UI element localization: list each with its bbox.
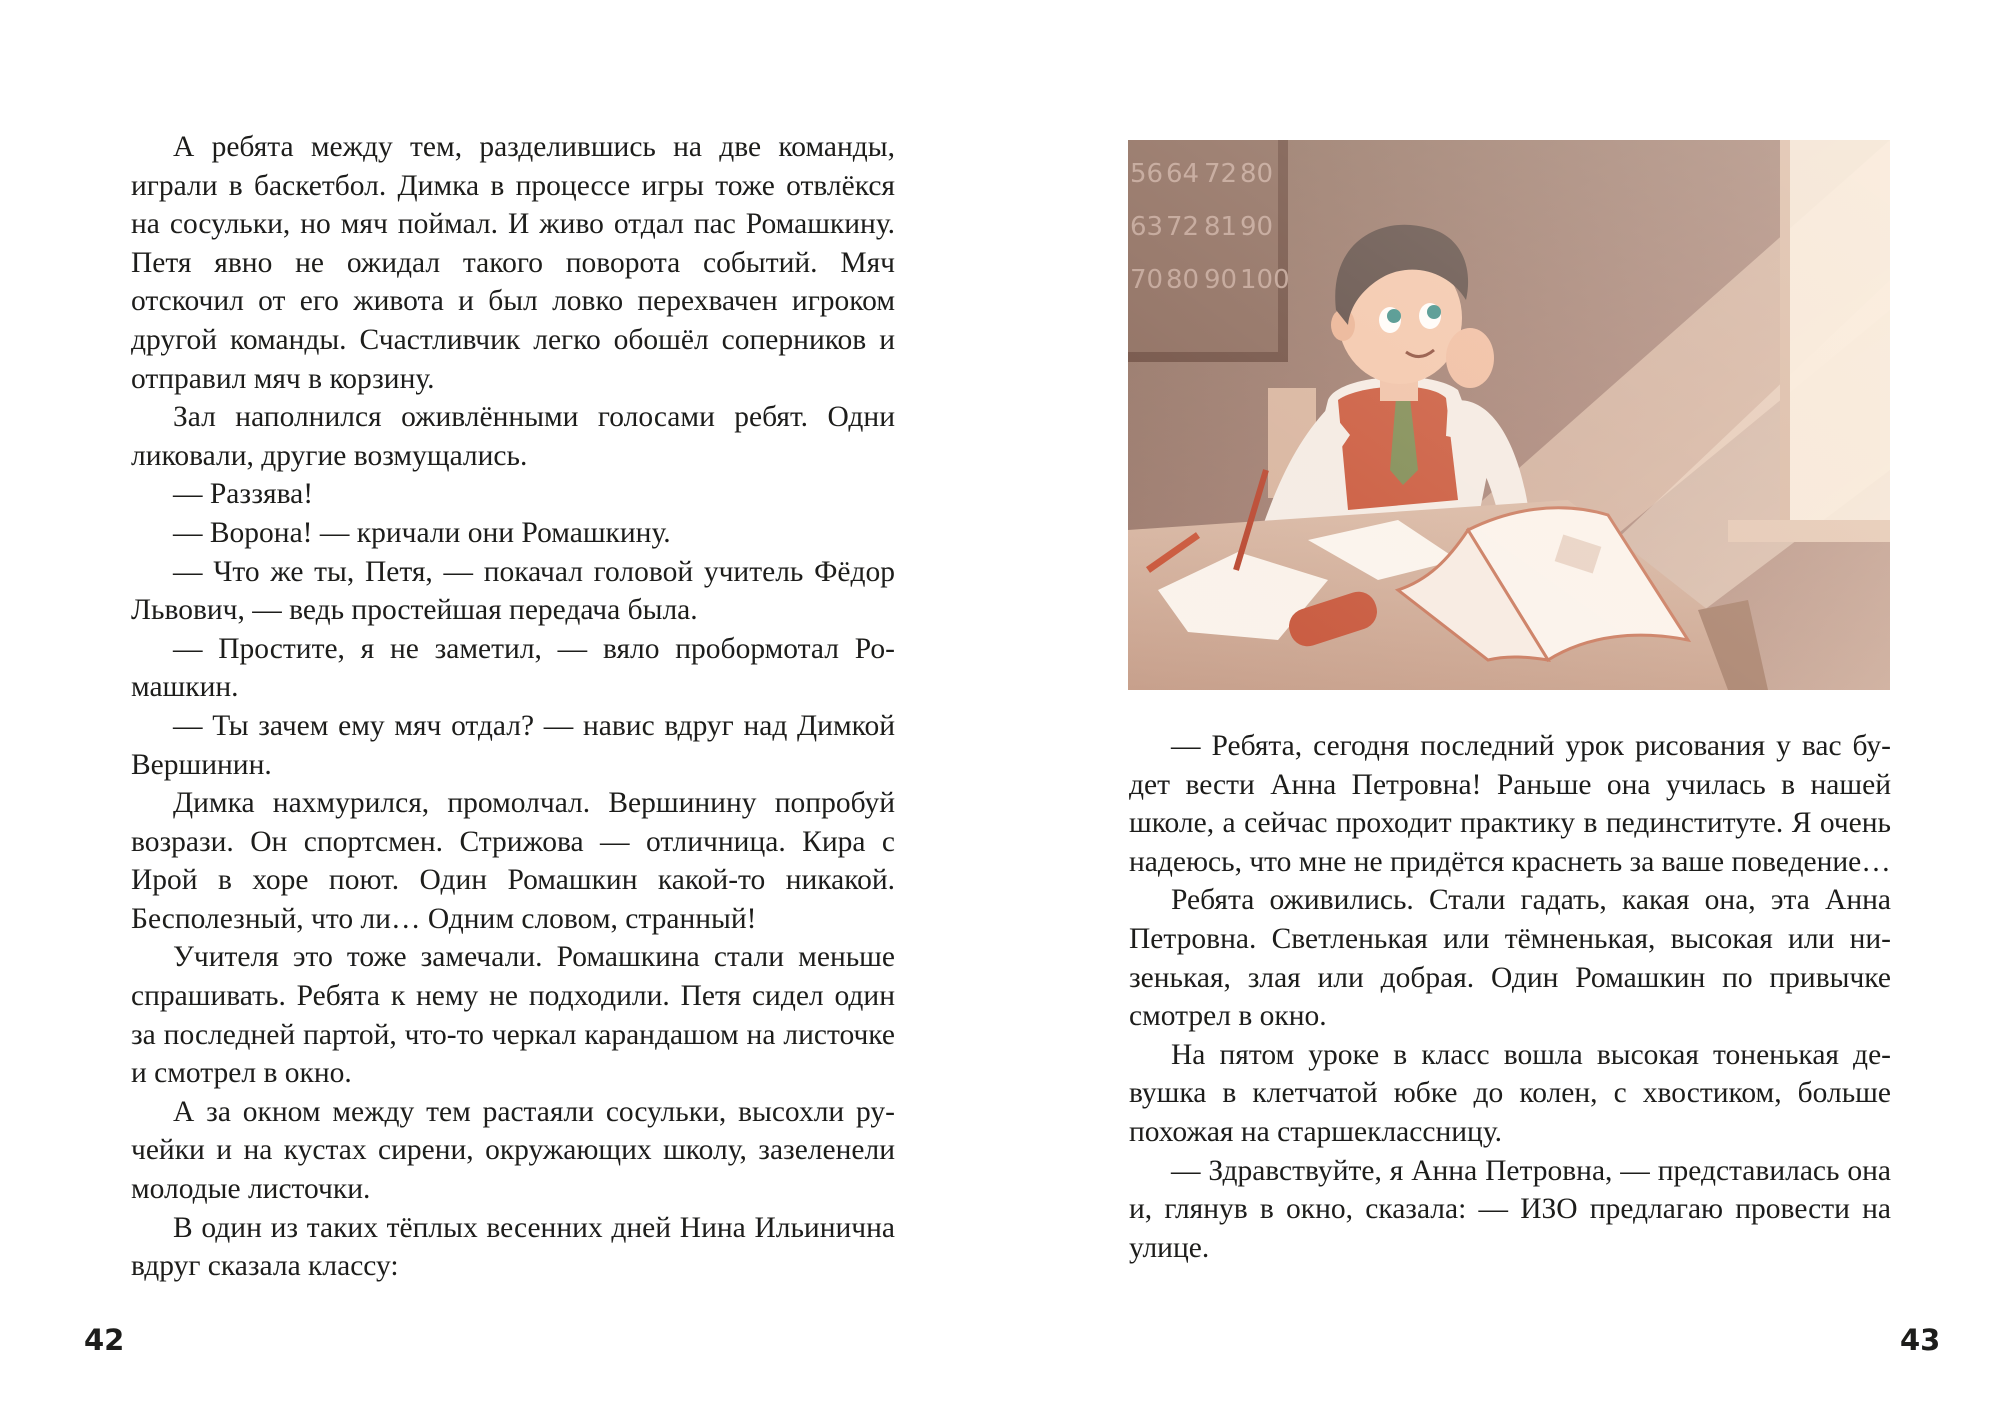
paragraph: — Простите, я не заметил, — вяло пробормотал Ромашкин. (131, 632, 895, 704)
page-number-right: 43 (1900, 1323, 1941, 1357)
boy-at-desk-image (1128, 140, 1890, 690)
board-number: 63 (1130, 212, 1164, 242)
board-number: 90 (1204, 265, 1238, 295)
page-number-left: 42 (84, 1323, 125, 1357)
board-number: 80 (1240, 159, 1274, 189)
paragraph: Димка нахмурился, промолчал. Вершинину попробуй возрази. Он спортсмен. Стрижова — отличница. Кира с Ирой в хоре поют. Один Ромашкин какой-то никакой. Бесполезный, что ли… Одним словом, странный! (131, 787, 895, 935)
paragraph: — Что же ты, Петя, — покачал головой учитель Фёдор Львович, — ведь простейшая передача была. (131, 555, 895, 627)
paragraph: — Раззява! (173, 478, 314, 511)
paragraph: Учителя это тоже замечали. Ромашкина стали меньше спрашивать. Ребята к нему не подходили. Петя сидел один за последней партой, что-то черкал карандашом на листочке и смотрел в окно. (131, 941, 895, 1090)
paragraph: На пятом уроке в класс вошла высокая тоненькая девушка в клетчатой юбке до колен, с хвостиком, больше похожая на старшеклассницу. (1129, 1038, 1891, 1148)
paragraph: Ребята оживились. Стали гадать, какая она, эта Анна Петровна. Светленькая или тёмненькая, высокая или низенькая, злая или добрая. Один Ромашкин по привычке смотрел в окно. (1129, 884, 1891, 1033)
board-number: 70 (1130, 265, 1164, 295)
paragraph: А за окном между тем растаяли сосульки, высохли ручейки и на кустах сирени, окружающих школу, зазеленели молодые листочки. (131, 1095, 895, 1206)
classroom-illustration (1128, 140, 1890, 690)
left-page-text (131, 128, 895, 1286)
paragraph: — Здравствуйте, я Анна Петровна, — представилась она и, глянув в окно, сказала: — ИЗО предлагаю провести на улице. (1129, 1154, 1891, 1264)
paragraph: — Ребята, сегодня последний урок рисования у вас будет вести Анна Петровна! Раньше она училась в нашей школе, а сейчас проходит практику в пединституте. Я очень надеюсь, что мне не придётся краснеть за ваше поведение… (1129, 730, 1891, 878)
board-number: 56 (1130, 159, 1164, 189)
paragraph: — Ворона! — кричали они Ромашкину. (173, 516, 671, 549)
board-number: 90 (1240, 212, 1274, 242)
board-number: 100 (1240, 265, 1290, 295)
board-number: 72 (1204, 159, 1238, 189)
board-number: 80 (1166, 265, 1200, 295)
paragraph: В один из таких тёплых весенних дней Нина Ильинична вдруг сказала классу: (131, 1211, 895, 1283)
board-number: 72 (1166, 212, 1200, 242)
board-number: 64 (1166, 159, 1200, 189)
paragraph: — Ты зачем ему мяч отдал? — навис вдруг над Димкой Вершинин. (131, 709, 895, 781)
paragraph: А ребята между тем, разделившись на две команды, играли в баскетбол. Димка в процессе игры тоже отвлёкся на сосульки, но мяч поймал. И живо отдал пас Ромашкину. Петя явно не ожидал такого поворота событий. Мяч отскочил от его живота и был ловко перехвачен игроком другой команды. Счастливчик легко обошёл соперников и отправил мяч в корзину. (131, 131, 895, 395)
paragraph: Зал наполнился оживлёнными голосами ребят. Одни ликовали, другие возмущались. (131, 401, 895, 472)
right-page-text (1129, 727, 1891, 1267)
board-number: 81 (1204, 212, 1238, 242)
